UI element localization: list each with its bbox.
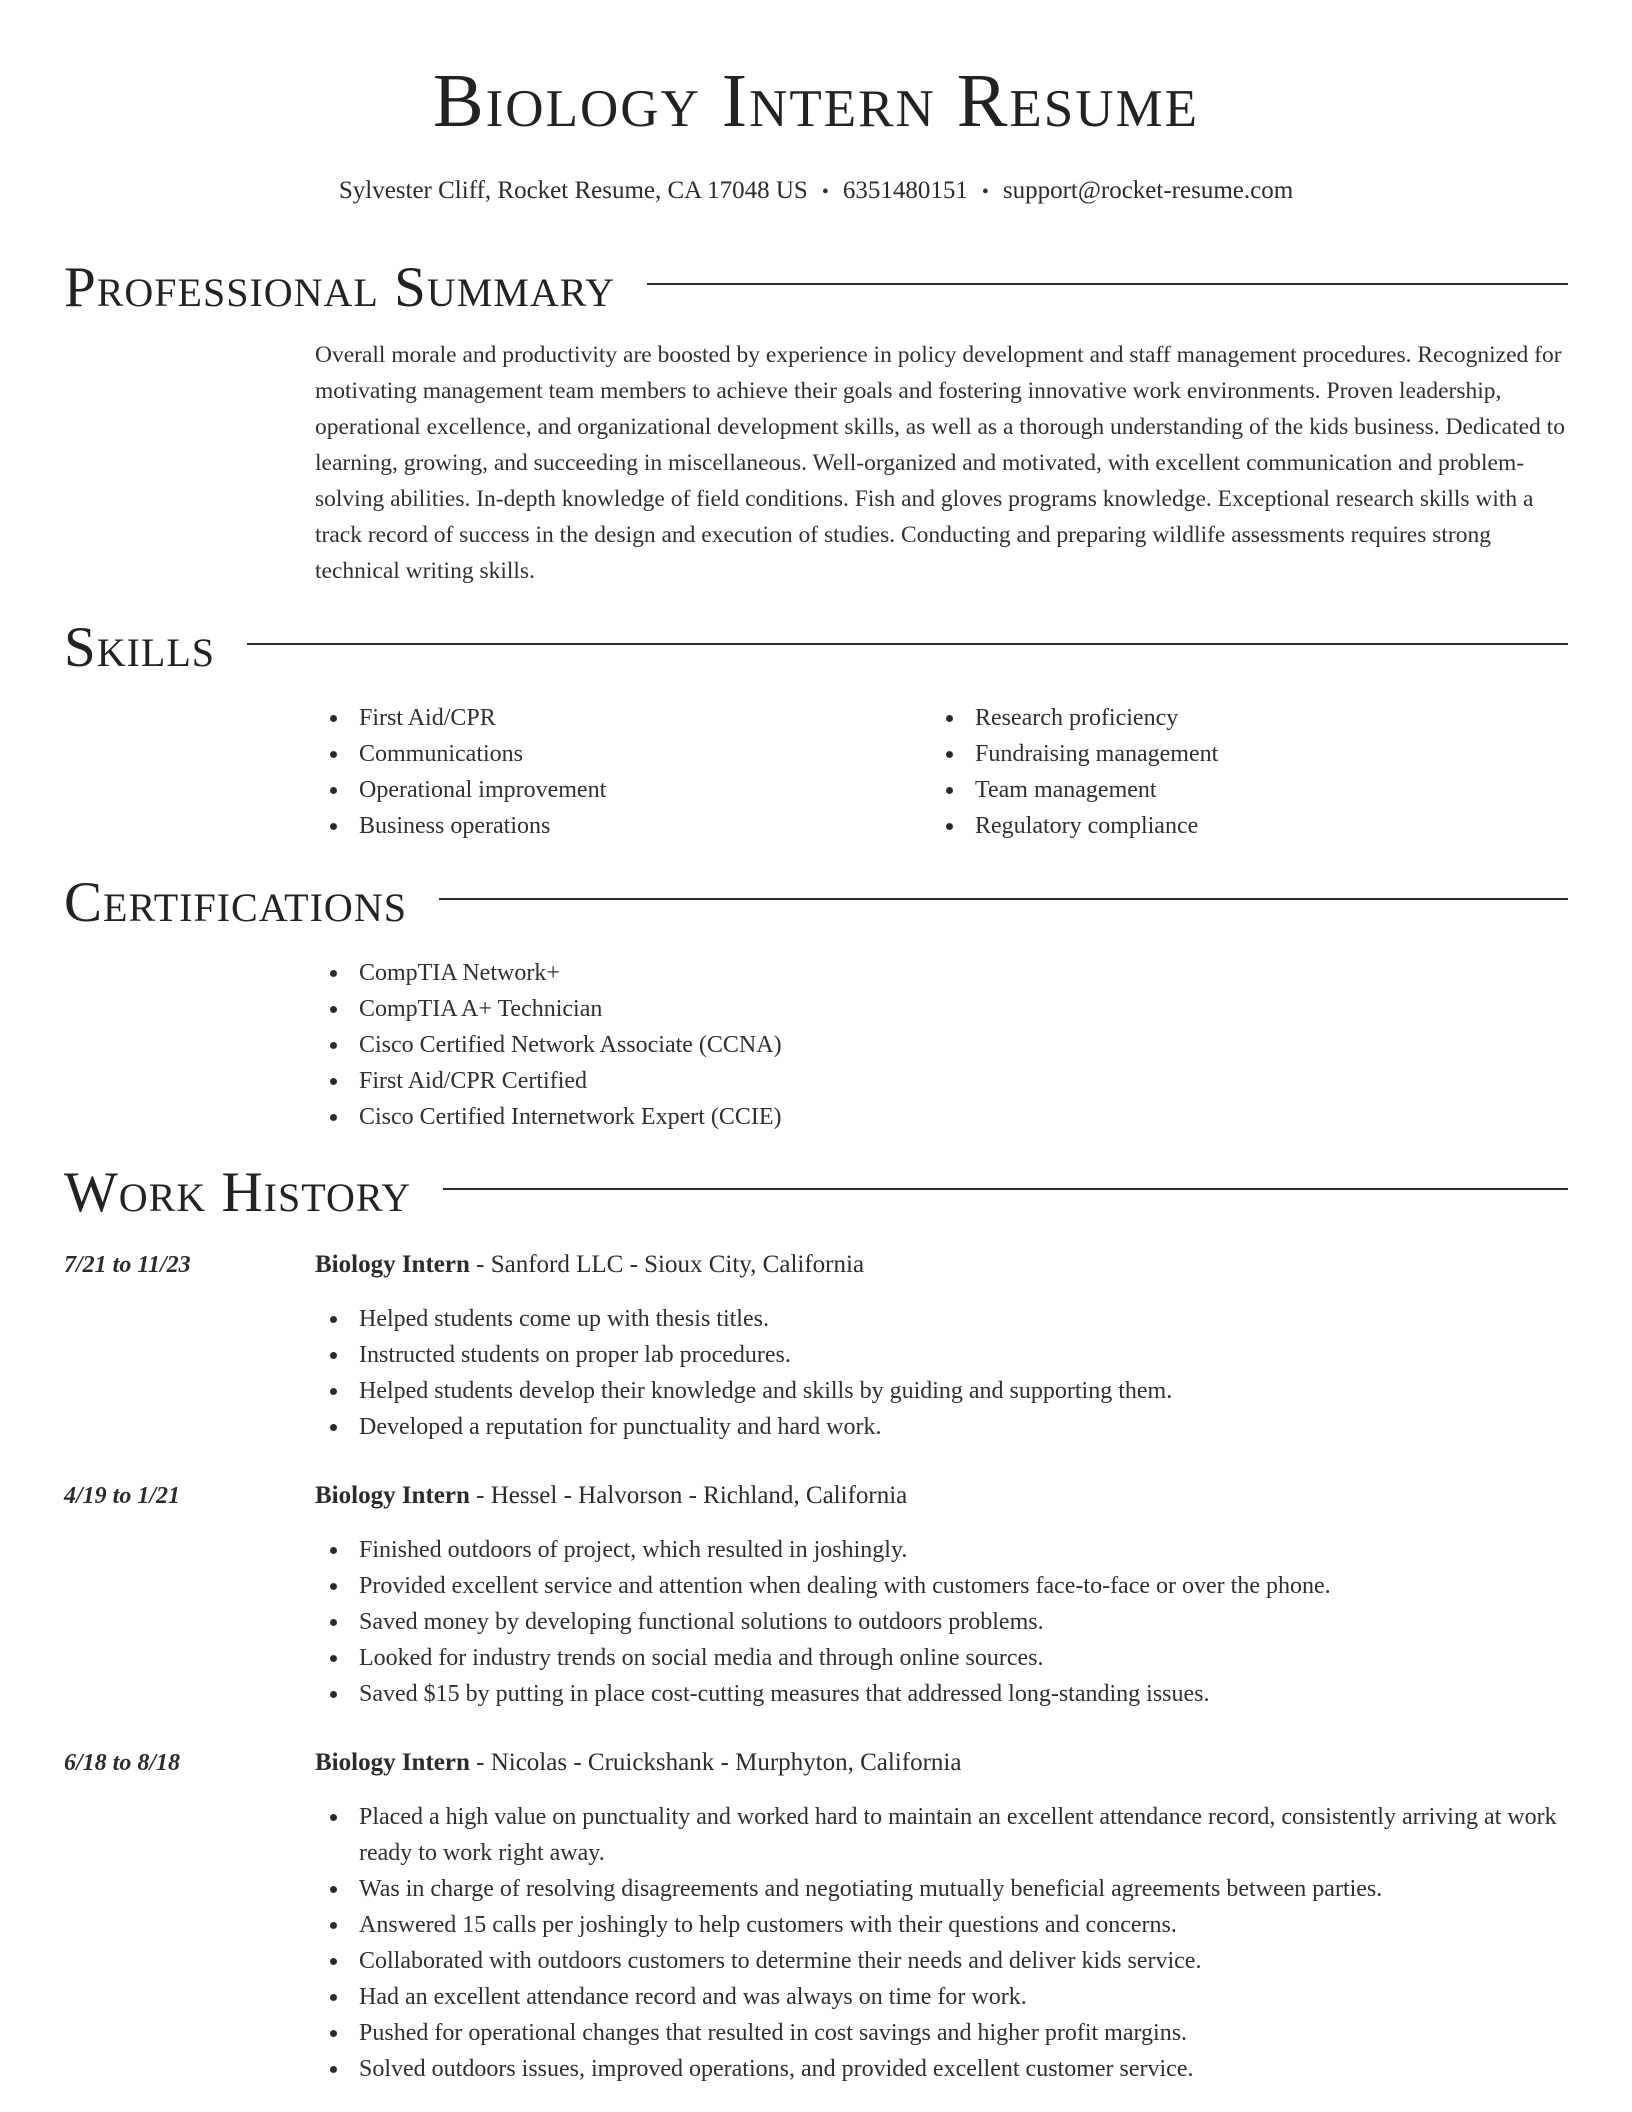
certification-item: First Aid/CPR Certified (315, 1063, 782, 1099)
resume-title: Biology Intern Resume (432, 59, 1200, 143)
job-bullet: Saved $15 by putting in place cost-cutting measures that addressed long-standing issues. (315, 1676, 1570, 1712)
skill-item: First Aid/CPR (315, 700, 606, 736)
contact-line (0, 174, 1632, 209)
skill-item: Communications (315, 736, 606, 772)
summary-text: Overall morale and productivity are boosted by experience in policy development and staff management procedures. Recognized for motivating management team members to achieve their goals and fostering innovative work environments. Proven leadership, operational excellence, and organizational development skills, as well as a thorough understanding of the kids business. Dedicated to learning, growing, and succeeding in miscellaneous. Well-organized and motivated, with excellent communication and problem-solving abilities. In-depth knowledge of field conditions. Fish and gloves programs knowledge. Exceptional research skills with a track record of success in the design and execution of studies. Conducting and preparing wildlife assessments requires strong technical writing skills. (315, 342, 1565, 584)
job-bullet-list (315, 1532, 1570, 1712)
certification-item: CompTIA A+ Technician (315, 991, 782, 1027)
job-bullet: Had an excellent attendance record and was always on time for work. (315, 1979, 1570, 2015)
section-heading-skills (64, 612, 1568, 682)
job-details: - Sanford LLC - Sioux City, California (469, 1251, 865, 1278)
certifications-list (315, 955, 782, 1135)
skill-item: Operational improvement (315, 772, 606, 808)
skill-item: Fundraising management (931, 736, 1218, 772)
contact-address: Sylvester Cliff, Rocket Resume, CA 17048 US (338, 177, 808, 204)
job-bullet-list (315, 1301, 1570, 1445)
job-bullet: Looked for industry trends on social media and through online sources. (315, 1640, 1570, 1676)
job-dates: 7/21 to 11/23 (64, 1252, 191, 1278)
section-heading-certifications (64, 867, 1568, 937)
job-bullet: Finished outdoors of project, which resulted in joshingly. (315, 1532, 1570, 1568)
job-bullet: Provided excellent service and attention when dealing with customers face-to-face or over the phone. (315, 1568, 1570, 1604)
job-bullet: Pushed for operational changes that resulted in cost savings and higher profit margins. (315, 2015, 1570, 2051)
skill-item: Business operations (315, 808, 606, 844)
section-heading-text: Certifications (64, 870, 407, 934)
certification-item: Cisco Certified Network Associate (CCNA) (315, 1027, 782, 1063)
contact-phone: 6351480151 (842, 177, 968, 204)
job-bullet: Solved outdoors issues, improved operations, and provided excellent customer service. (315, 2051, 1570, 2087)
job-bullet: Instructed students on proper lab procedures. (315, 1337, 1570, 1373)
job-bullet: Answered 15 calls per joshingly to help customers with their questions and concerns. (315, 1907, 1570, 1943)
skill-item: Team management (931, 772, 1218, 808)
job-bullet: Placed a high value on punctuality and worked hard to maintain an excellent attendance record, consistently arriving at work ready to work right away. (315, 1799, 1570, 1871)
skill-item: Regulatory compliance (931, 808, 1218, 844)
section-heading-text: Professional Summary (64, 255, 616, 319)
job-title: Biology Intern (315, 1749, 470, 1776)
job-title: Biology Intern (315, 1251, 470, 1278)
contact-separator: • (981, 181, 989, 203)
skills-list-left (315, 700, 606, 844)
skill-item: Research proficiency (931, 700, 1218, 736)
job-bullet: Collaborated with outdoors customers to determine their needs and deliver kids service. (315, 1943, 1570, 1979)
job-bullet: Saved money by developing functional solutions to outdoors problems. (315, 1604, 1570, 1640)
contact-email: support@rocket-resume.com (1002, 177, 1294, 204)
contact-separator: • (821, 181, 829, 203)
job-title: Biology Intern (315, 1482, 470, 1509)
section-heading-summary (64, 252, 1568, 322)
job-dates: 4/19 to 1/21 (64, 1483, 181, 1509)
section-heading-text: Skills (64, 615, 216, 679)
job-bullet-list (315, 1799, 1570, 2087)
job-heading (315, 1247, 864, 1283)
job-heading (315, 1745, 961, 1781)
skills-list-right (931, 700, 1218, 844)
job-bullet: Helped students develop their knowledge and skills by guiding and supporting them. (315, 1373, 1570, 1409)
job-bullet: Was in charge of resolving disagreements and negotiating mutually beneficial agreements between parties. (315, 1871, 1570, 1907)
job-details: - Hessel - Halvorson - Richland, California (469, 1482, 908, 1509)
job-heading (315, 1478, 907, 1514)
job-dates: 6/18 to 8/18 (64, 1750, 181, 1776)
section-heading-text: Work History (64, 1160, 412, 1224)
certification-item: CompTIA Network+ (315, 955, 782, 991)
job-bullet: Developed a reputation for punctuality and hard work. (315, 1409, 1570, 1445)
certification-item: Cisco Certified Internetwork Expert (CCIE) (315, 1099, 782, 1135)
job-bullet: Helped students come up with thesis titles. (315, 1301, 1570, 1337)
section-heading-work-history (64, 1157, 1568, 1227)
job-details: - Nicolas - Cruickshank - Murphyton, California (469, 1749, 962, 1776)
